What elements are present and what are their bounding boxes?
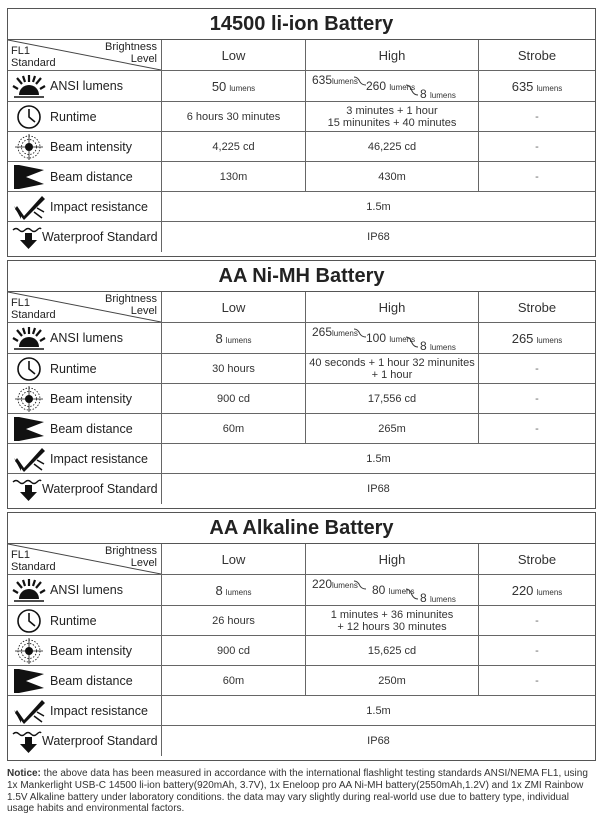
section-aa-nimh	[7, 260, 596, 509]
water-drop-icon	[12, 476, 42, 502]
col-high: High	[306, 40, 479, 71]
ansi-low-value: 50	[211, 78, 227, 94]
fl1-standard-label: FL1 Standard	[11, 45, 56, 69]
waterproof-value: IP68	[162, 222, 596, 252]
sun-burst-icon	[12, 577, 46, 603]
section-aa-alkaline	[7, 512, 596, 761]
ansi-high-cell: 635lumens 260 lumens 8 lumens	[306, 71, 479, 102]
impact-check-icon	[12, 446, 46, 472]
row-beam-intensity: Beam intensity 4,225 cd 46,225 cd -	[8, 132, 595, 162]
runtime-low: 6 hours 30 minutes	[162, 102, 306, 132]
row-beam-distance: Beam distance 130m 430m -	[8, 162, 595, 192]
water-drop-icon	[12, 224, 42, 250]
notice-text: Notice: the above data has been measured in accordance with the international flashlight testing standards ANSI/NEMA FL1, using 1x Mankerlight USB-C 14500 li-ion battery(920mAh, 3.7V), 1x Eneloop pro AA Ni-MH battery(2550mAh,1.2V) and 1x ZMI Rainbow 1.5V Alkaline battery under laboratory conditions. the data may vary slightly during real-world use due to battery type, individual usage habits and environmental factors.	[7, 768, 588, 815]
spec-table: Brightness Level FL1 Standard Low High Strobe ANSI lumens 8 lumens 265lumens 100 lumens 8 lumens 265 lumens Runtime 30 hours 40 seconds + 1 hour 32 minunites + 1 hour - Beam intensity 900 cd 17,556 cd - Beam distance 60m 265m - Impact resistance 1.5m Waterproof Standard IP68	[8, 292, 595, 504]
ansi-label: ANSI lumens	[50, 79, 123, 93]
water-drop-icon	[12, 728, 42, 754]
row-waterproof: Waterproof Standard IP68	[8, 726, 595, 756]
target-icon	[12, 386, 46, 412]
beam-icon	[12, 164, 46, 190]
row-impact: Impact resistance 1.5m	[8, 696, 595, 726]
target-icon	[12, 638, 46, 664]
clock-icon	[12, 104, 46, 130]
impact-check-icon	[12, 194, 46, 220]
section-title: AA Ni-MH Battery	[8, 261, 595, 292]
row-runtime: Runtime 26 hours 1 minutes + 36 minunites + 12 hours 30 minutes -	[8, 606, 595, 636]
impact-value: 1.5m	[162, 192, 596, 222]
sun-burst-icon	[12, 73, 46, 99]
row-beam-distance: Beam distance 60m 265m -	[8, 414, 595, 444]
clock-icon	[12, 356, 46, 382]
row-beam-intensity: Beam intensity 900 cd 17,556 cd -	[8, 384, 595, 414]
header-row	[8, 40, 595, 71]
row-runtime: Runtime 6 hours 30 minutes 3 minutes + 1 hour 15 minunites + 40 minutes -	[8, 102, 595, 132]
section-14500	[7, 8, 596, 257]
target-icon	[12, 134, 46, 160]
runtime-high: 3 minutes + 1 hour 15 minunites + 40 minutes	[306, 102, 479, 132]
section-title: 14500 li-ion Battery	[8, 9, 595, 40]
spec-table: Brightness Level FL1 Standard Low High Strobe ANSI lumens 8 lumens 220lumens 80 lumens 8 lumens 220 lumens Runtime 26 hours 1 minutes + 36 minunites + 12 hours 30 minutes - Beam intensity 900 cd 15,625 cd - Beam distance 60m 250m - Impact resistance 1.5m Waterproof Standard IP68	[8, 544, 595, 756]
row-ansi: ANSI lumens 50 lumens 635lumens 260 lumens 8 lumens 635 lumens	[8, 71, 595, 102]
row-waterproof: Waterproof Standard IP68	[8, 222, 595, 252]
row-waterproof: Waterproof Standard IP68	[8, 474, 595, 504]
ansi-strobe-value: 635	[511, 78, 534, 94]
row-beam-intensity: Beam intensity 900 cd 15,625 cd -	[8, 636, 595, 666]
row-impact: Impact resistance 1.5m	[8, 444, 595, 474]
beam-icon	[12, 416, 46, 442]
impact-check-icon	[12, 698, 46, 724]
sun-burst-icon	[12, 325, 46, 351]
row-ansi: ANSI lumens 8 lumens 220lumens 80 lumens 8 lumens 220 lumens	[8, 575, 595, 606]
spec-table	[8, 40, 595, 252]
row-beam-distance: Beam distance 60m 250m -	[8, 666, 595, 696]
row-ansi: ANSI lumens 8 lumens 265lumens 100 lumens 8 lumens 265 lumens	[8, 323, 595, 354]
col-strobe: Strobe	[479, 40, 596, 71]
section-title: AA Alkaline Battery	[8, 513, 595, 544]
col-low: Low	[162, 40, 306, 71]
row-impact: Impact resistance 1.5m	[8, 192, 595, 222]
brightness-level-label: Brightness Level	[105, 41, 157, 65]
row-runtime: Runtime 30 hours 40 seconds + 1 hour 32 minunites + 1 hour -	[8, 354, 595, 384]
beam-icon	[12, 668, 46, 694]
corner-header-cell	[8, 40, 162, 71]
clock-icon	[12, 608, 46, 634]
